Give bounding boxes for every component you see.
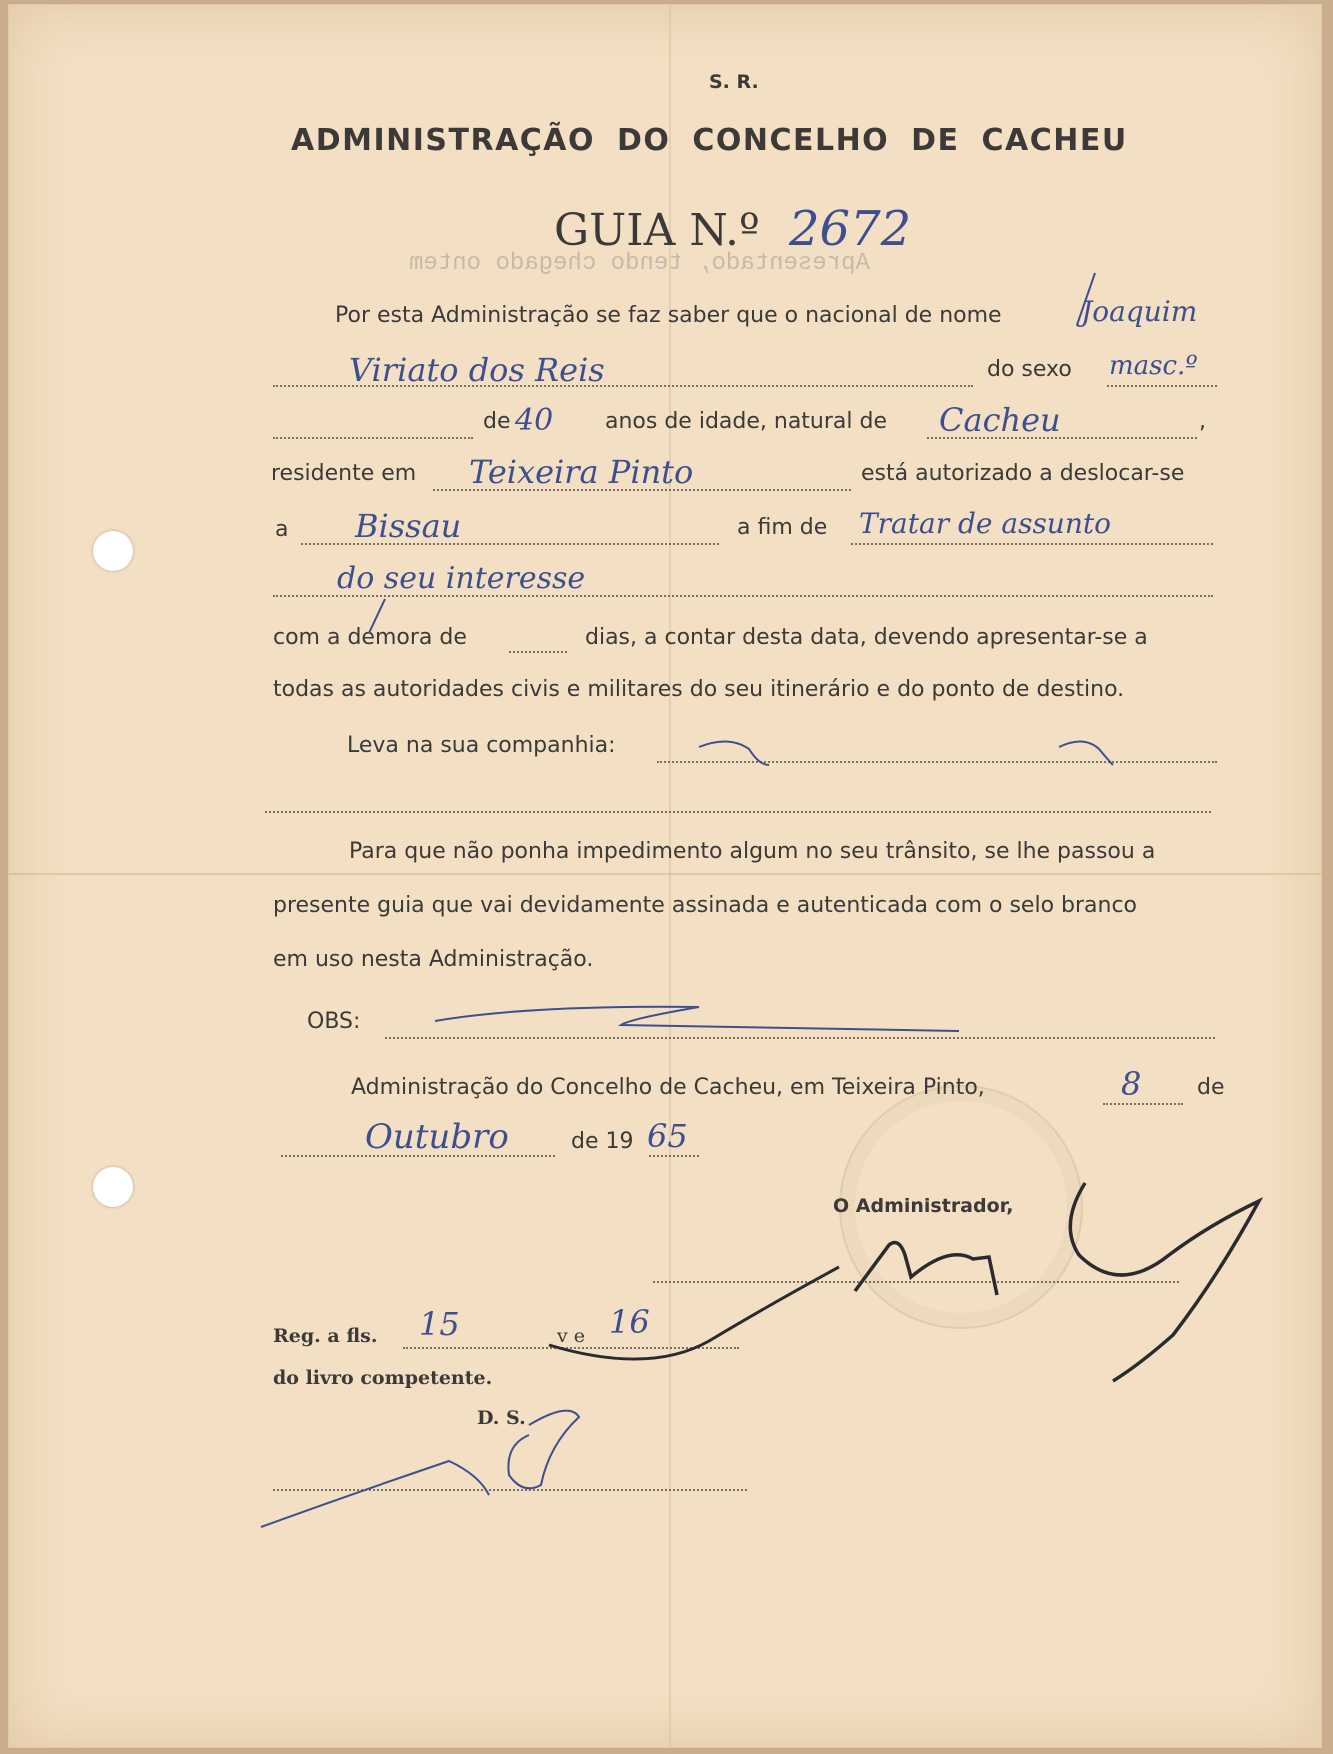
authorities-text: todas as autoridades civis e militares do seu itinerário e do ponto de destino. <box>273 677 1125 702</box>
de-label: de <box>1197 1075 1225 1100</box>
companion-label: Leva na sua companhia: <box>347 733 616 758</box>
day-value: 8 <box>1121 1065 1142 1103</box>
destination-value: Bissau <box>355 507 462 545</box>
residence-value: Teixeira Pinto <box>469 453 694 491</box>
obs-label: OBS: <box>307 1009 361 1034</box>
registry-page-1: 15 <box>419 1305 460 1343</box>
age-suffix: anos de idade, natural de <box>605 409 888 434</box>
place-line: Administração do Concelho de Cacheu, em Teixeira Pinto, <box>351 1075 985 1100</box>
ds-label: D. S. <box>477 1407 526 1429</box>
year-prefix: de 19 <box>571 1129 634 1154</box>
transit-line-3: em uso nesta Administração. <box>273 947 594 972</box>
stay-suffix: dias, a contar desta data, devendo apresentar-se a <box>585 625 1148 650</box>
registry-ve-label: v e <box>557 1325 586 1347</box>
authorized-text: está autorizado a deslocar-se <box>861 461 1185 486</box>
transit-line-2: presente guia que vai devidamente assinada e autenticada com o selo branco <box>273 893 1138 918</box>
handwritten-strokes <box>9 5 1321 1747</box>
month-value: Outubro <box>365 1117 509 1157</box>
intro-text: Por esta Administração se faz saber que o nacional de nome <box>335 303 1002 328</box>
destination-label: a <box>275 517 289 542</box>
purpose-value-2: do seu interesse <box>337 561 586 596</box>
comma: , <box>1199 409 1206 434</box>
stay-label: com a demora de <box>273 625 467 650</box>
sex-value: masc.º <box>1109 351 1198 381</box>
sex-label: do sexo <box>987 357 1072 382</box>
book-label: do livro competente. <box>273 1367 493 1389</box>
purpose-value-1: Tratar de assunto <box>859 507 1111 540</box>
name-value-rest: Viriato dos Reis <box>349 351 605 389</box>
administrator-label: O Administrador, <box>833 1195 1014 1217</box>
transit-line-1: Para que não ponha impedimento algum no seu trânsito, se lhe passou a <box>349 839 1156 864</box>
name-value-first: Joaquim <box>1081 295 1198 328</box>
registry-page-2: 16 <box>609 1303 650 1341</box>
age-value: 40 <box>515 403 554 438</box>
guia-label: GUIA N.º <box>554 205 760 256</box>
residence-label: residente em <box>271 461 417 486</box>
page-title: ADMINISTRAÇÃO DO CONCELHO DE CACHEU <box>291 123 1128 158</box>
document-page <box>8 4 1322 1748</box>
bleed-through-text: Apresentado, tendo chegado ontem <box>409 250 870 277</box>
purpose-label: a fim de <box>737 515 828 540</box>
age-prefix: de <box>483 409 511 434</box>
natural-value: Cacheu <box>939 401 1061 439</box>
registry-label: Reg. a fls. <box>273 1325 378 1347</box>
guia-number: 2672 <box>789 201 912 257</box>
year-value: 65 <box>647 1117 688 1155</box>
header-sr: S. R. <box>709 71 759 93</box>
